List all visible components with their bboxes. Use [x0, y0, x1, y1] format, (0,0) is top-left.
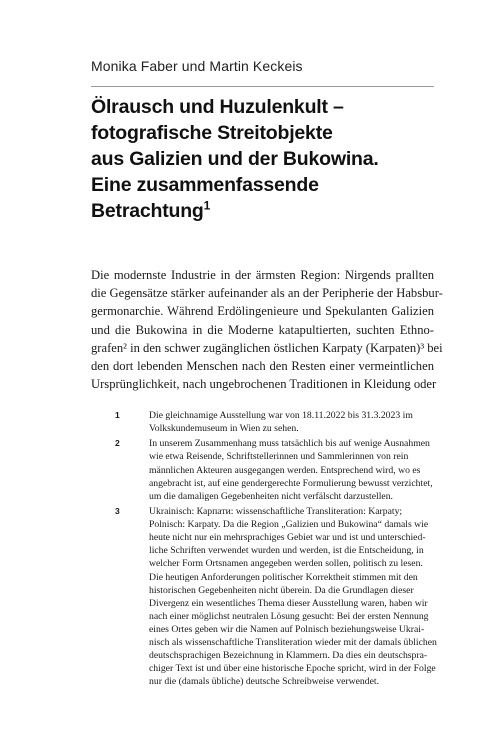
footnote-line: wie etwa Reisende, Schriftstellerinnen und Sammlerinnen von rein [149, 451, 409, 463]
footnote-line: heute nicht nur ein mehrsprachiges Gebiet war und ist und unterschied- [149, 532, 426, 544]
footnote-line: angebracht ist, auf eine gendergerechte Formulierung bewusst verzichtet, [149, 477, 433, 489]
footnote-line: nach einer möglichst neutralen Lösung gesucht: Bei der ersten Nennung [149, 610, 429, 622]
footnote-line: Volkskundemuseum in Wien zu sehen. [149, 423, 299, 435]
body-line: und die Bukowina in die Moderne katapultierten, suchten Ethno- [91, 322, 434, 337]
title-line: Betrachtung [91, 200, 204, 222]
title-line: Ölrausch und Huzulenkult – [91, 96, 344, 118]
body-line: Die modernste Industrie in der ärmsten Region: Nirgends prallten [91, 268, 434, 282]
footnote-line: männlichen Akteuren ausgegangen werden. Entsprechend wird, wo es [149, 464, 421, 476]
footnote-line: nisch als wissenschaftliche Transliteration wieder mit der damals üblichen [149, 636, 437, 648]
footnote-line: um die damaligen Gegebenheiten nicht verfälscht darzustellen. [149, 490, 393, 502]
footnote-line: liche Schriften verwendet wurden und werden, ist die Entscheidung, in [149, 545, 424, 557]
title-line: aus Galizien und der Bukowina. [91, 148, 379, 170]
footnote-number: 1 [115, 410, 120, 420]
title-line: Eine zusammenfassende [91, 174, 319, 196]
body-paragraph [91, 266, 443, 393]
footnote-line: nur die (damals übliche) deutsche Schreibweise verwendet. [149, 676, 379, 688]
title-footnote-ref: 1 [203, 198, 211, 213]
footnote-line: deutschsprachigen Bezeichnung in Klammern. Da dies ein deutschspra- [149, 650, 428, 662]
footnote-text [149, 409, 429, 435]
footnote-line: Die gleichnamige Ausstellung war von 18.11.2022 bis 31.3.2023 im [149, 410, 413, 421]
footnote-line: Divergenz ein wesentliches Thema dieser Ausstellung waren, haben wir [149, 597, 428, 609]
footnote [91, 437, 434, 502]
footnote-line: In unserem Zusammenhang muss tatsächlich bis auf wenige Ausnahmen [149, 438, 430, 450]
title-line: fotografische Streitobjekte [91, 122, 333, 144]
footnote-text [149, 505, 437, 688]
footnote-line: Ukrainisch: Карпати: wissenschaftliche Transliteration: Karpaty; [149, 506, 403, 518]
footnote-number: 3 [115, 506, 120, 517]
article-title [91, 94, 431, 224]
body-line: die Gegensätze stärker aufeinander als an der Peripherie der Habsbur- [91, 286, 443, 301]
footnote-line: Die heutigen Anforderungen politischer Korrektheit stimmen mit den [149, 571, 418, 583]
footnote [91, 505, 437, 688]
body-line: Ursprünglichkeit, nach ungebrochenen Traditionen in Kleidung oder [91, 377, 437, 392]
footnote [91, 409, 434, 435]
footnote-line: chiger Text ist und über eine historische Epoche spricht, wird in der Folge [149, 663, 436, 675]
footnotes [91, 409, 437, 691]
body-line: germonarchie. Während Erdölingenieure und Spekulanten Galizien [91, 304, 434, 319]
footnote-line: historischen Gegebenheiten nicht überein. Da die Grundlagen dieser [149, 584, 414, 596]
footnote-line: welcher Form Ortsnamen angegeben werden sollen, politisch zu lesen. [149, 558, 423, 570]
footnote-text [149, 437, 433, 502]
header-divider [91, 86, 434, 87]
footnote-line: Polnisch: Karpaty. Da die Region „Galizien und Bukowina“ damals wie [149, 519, 429, 531]
body-line: grafen² in den schwer zugänglichen östlichen Karpaty (Karpaten)³ bei [91, 340, 443, 355]
footnote-line: eines Ortes geben wir die Namen auf Polnisch beziehungsweise Ukrai- [149, 623, 425, 635]
author-line: Monika Faber und Martin Keckeis [91, 58, 303, 74]
body-line: den dort lebenden Menschen nach den Resten einer vermeintlichen [91, 359, 434, 374]
footnote-number: 2 [115, 438, 120, 449]
